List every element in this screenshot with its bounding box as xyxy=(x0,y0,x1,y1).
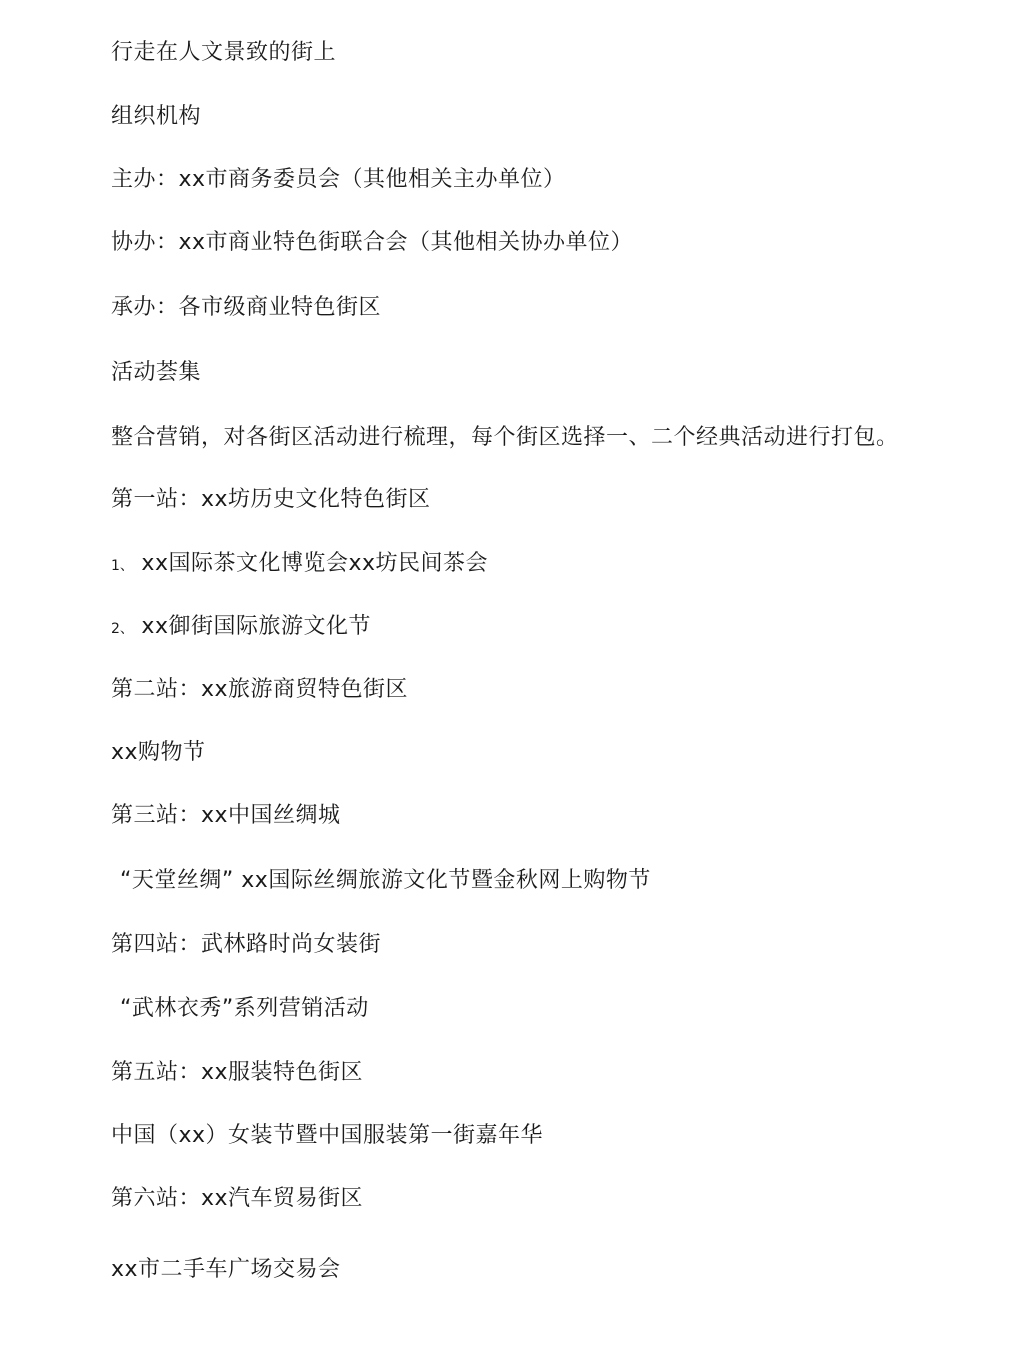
stop-2-event: xx购物节 xyxy=(111,740,206,765)
stop-1-title: 第一站：xx坊历史文化特色街区 xyxy=(111,487,431,512)
stop-3-event: “天堂丝绸” xx国际丝绸旅游文化节暨金秋网上购物节 xyxy=(120,868,651,893)
list-marker: 1、 xyxy=(111,558,134,574)
section-title: 行走在人文景致的街上 xyxy=(111,40,337,65)
organizer-cohost: 协办：xx市商业特色街联合会（其他相关协办单位） xyxy=(111,230,634,255)
heading-organization: 组织机构 xyxy=(111,104,202,129)
stop-6-event: xx市二手车广场交易会 xyxy=(111,1257,341,1282)
list-item xyxy=(111,549,488,581)
activities-intro: 整合营销，对各街区活动进行梳理，每个街区选择一、二个经典活动进行打包。 xyxy=(111,425,899,450)
list-marker: 2、 xyxy=(111,621,134,637)
stop-6-title: 第六站：xx汽车贸易街区 xyxy=(111,1186,364,1211)
stop-2-title: 第二站：xx旅游商贸特色街区 xyxy=(111,677,409,702)
stop-3-title: 第三站：xx中国丝绸城 xyxy=(111,803,341,828)
organizer-undertaker: 承办：各市级商业特色街区 xyxy=(111,295,382,320)
heading-activities: 活动荟集 xyxy=(111,360,202,385)
stop-5-event: 中国（xx）女装节暨中国服装第一街嘉年华 xyxy=(111,1123,544,1148)
stop-4-event: “武林衣秀”系列营销活动 xyxy=(120,996,369,1021)
stop-4-title: 第四站：武林路时尚女装街 xyxy=(111,932,382,957)
stop-5-title: 第五站：xx服装特色街区 xyxy=(111,1060,364,1085)
list-item xyxy=(111,612,371,644)
organizer-host: 主办：xx市商务委员会（其他相关主办单位） xyxy=(111,167,566,192)
list-item-text: xx国际茶文化博览会xx坊民间茶会 xyxy=(141,551,489,576)
list-item-text: xx御街国际旅游文化节 xyxy=(141,614,371,639)
